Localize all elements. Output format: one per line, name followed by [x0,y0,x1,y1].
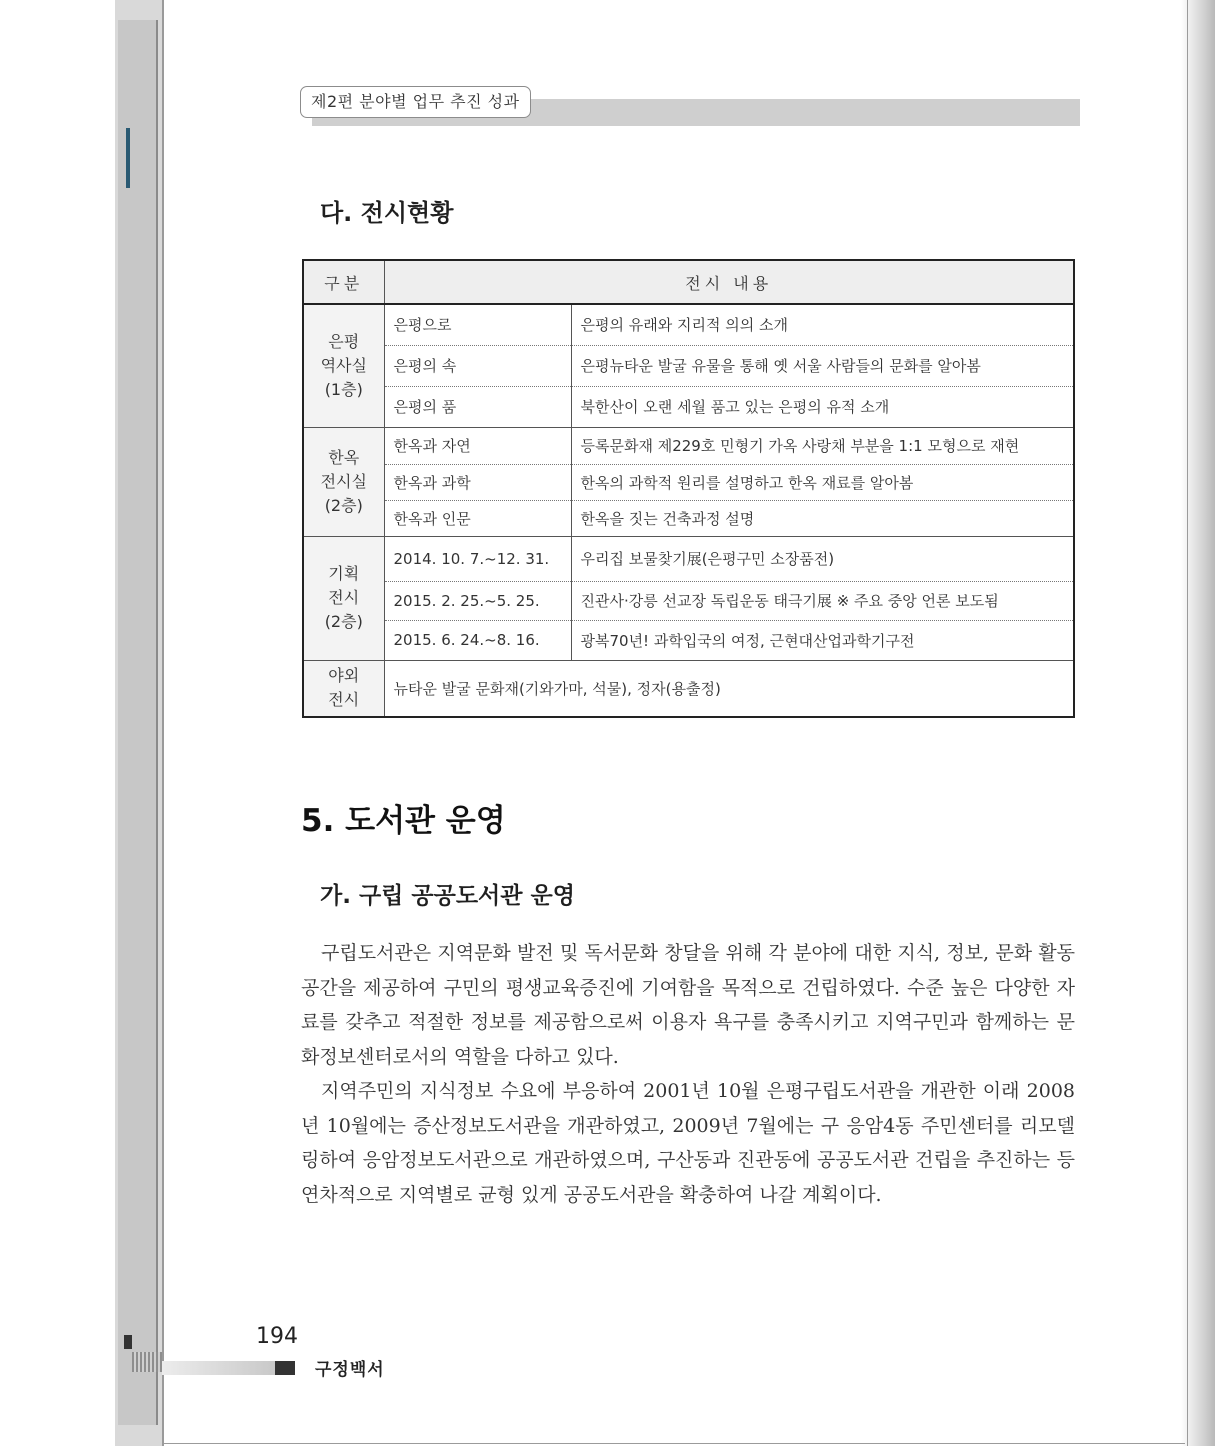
library-body [301,936,1075,1212]
table-row [303,386,1074,427]
exhibit-period: 2014. 10. 7.~12. 31. [384,536,571,581]
exhibit-desc: 우리집 보물찾기展(은평구민 소장품전) [571,536,1074,581]
spine-bookmark [126,128,130,188]
exhibit-desc: 뉴타운 발굴 문화재(기와가마, 석물), 정자(용출정) [384,660,1074,717]
page-right-edge [1187,0,1188,1446]
column-header-content: 전시 내용 [384,260,1074,304]
exhibit-desc: 광복70년! 과학입국의 여정, 근현대산업과학기구전 [571,620,1074,660]
page-bottom-edge [162,1443,1185,1444]
exhibit-desc: 은평의 유래와 지리적 의의 소개 [571,304,1074,345]
spine-marker [124,1335,132,1349]
exhibit-desc: 진관사·강릉 선교장 독립운동 태극기展 ※ 주요 중앙 언론 보도됨 [571,581,1074,620]
exhibit-desc: 한옥을 짓는 건축과정 설명 [571,500,1074,536]
category-cell: 기획 전시 (2층) [303,536,384,660]
book-title: 구정백서 [315,1360,385,1380]
exhibit-period: 2015. 2. 25.~5. 25. [384,581,571,620]
category-cell: 한옥 전시실 (2층) [303,427,384,536]
table-row [303,536,1074,581]
exhibition-section-title: 다. 전시현황 [320,199,454,227]
library-subsection-title: 가. 구립 공공도서관 운영 [320,883,575,909]
body-paragraph: 구립도서관은 지역문화 발전 및 독서문화 창달을 위해 각 분야에 대한 지식, 정보, 문화 활동 공간을 제공하여 구민의 평생교육증진에 기여함을 목적으로 건립하였다. 수준 높은 다양한 자료를 갖추고 적절한 정보를 제공함으로써 이용자 욕구를 충족시키고 지역구민과 함께하는 문화정보센터로서의 역할을 다하고 있다. [301,942,1075,1068]
table-row [303,304,1074,345]
exhibit-name: 은평으로 [384,304,571,345]
page-number: 194 [256,1324,298,1349]
exhibit-desc: 등록문화재 제229호 민형기 가옥 사랑채 부분을 1:1 모형으로 재현 [571,427,1074,464]
chapter-tab: 제2편 분야별 업무 추진 성과 [300,86,531,118]
spine-stripe [132,1352,164,1372]
category-cell: 은평 역사실 (1층) [303,304,384,427]
column-header-category: 구분 [303,260,384,304]
category-cell: 야외 전시 [303,660,384,717]
footer-square [275,1361,295,1375]
exhibit-name: 한옥과 과학 [384,464,571,500]
table-row [303,620,1074,660]
exhibit-period: 2015. 6. 24.~8. 16. [384,620,571,660]
footer-bar [162,1361,275,1375]
exhibit-name: 은평의 속 [384,345,571,386]
exhibit-name: 한옥과 자연 [384,427,571,464]
book-spine-inner [118,20,158,1425]
exhibit-desc: 북한산이 오랜 세월 품고 있는 은평의 유적 소개 [571,386,1074,427]
table-header-row [303,260,1074,304]
exhibit-desc: 한옥의 과학적 원리를 설명하고 한옥 재료를 알아봄 [571,464,1074,500]
table-row [303,500,1074,536]
table-row [303,427,1074,464]
body-paragraph: 지역주민의 지식정보 수요에 부응하여 2001년 10월 은평구립도서관을 개관한 이래 2008년 10월에는 증산정보도서관을 개관하였고, 2009년 7월에는 구 응암4동 주민센터를 리모델링하여 응암정보도서관으로 개관하였으며, 구산동과 진관동에 공공도서관 건립을 추진하는 등 연차적으로 지역별로 균형 있게 공공도서관을 확충하여 나갈 계획이다. [301,1080,1075,1206]
table-row [303,581,1074,620]
table-row [303,660,1074,717]
exhibit-name: 은평의 품 [384,386,571,427]
table-row [303,345,1074,386]
exhibit-name: 한옥과 인문 [384,500,571,536]
table-row [303,464,1074,500]
exhibit-desc: 은평뉴타운 발굴 유물을 통해 옛 서울 사람들의 문화를 알아봄 [571,345,1074,386]
page-edge [162,0,164,1446]
library-section-title: 5. 도서관 운영 [301,803,506,839]
exhibition-table [302,259,1075,718]
